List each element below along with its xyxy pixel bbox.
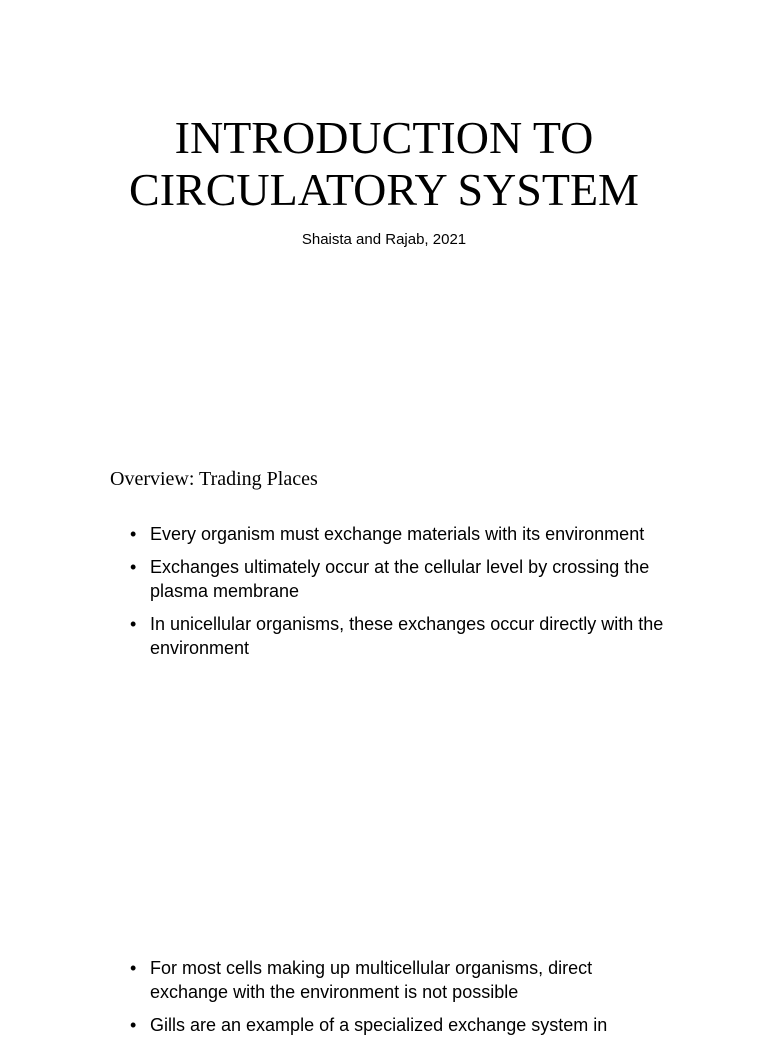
overview-slide bbox=[0, 420, 768, 940]
list-item-text: Every organism must exchange materials with its environment bbox=[150, 524, 645, 544]
bullet-icon: • bbox=[130, 1015, 137, 1035]
list-item bbox=[130, 1013, 670, 1037]
bullet-list bbox=[130, 956, 670, 1046]
list-item bbox=[130, 956, 670, 1004]
list-item-text: In unicellular organisms, these exchanges occur directly with the environment bbox=[150, 614, 664, 658]
bullet-list bbox=[130, 522, 670, 669]
page-title bbox=[0, 112, 768, 216]
title-line-1: INTRODUCTION TO bbox=[174, 112, 594, 163]
section-heading: Overview: Trading Places bbox=[110, 468, 318, 490]
page-subtitle: Shaista and Rajab, 2021 bbox=[301, 231, 467, 248]
list-item-text: Exchanges ultimately occur at the cellular level by crossing the plasma membrane bbox=[150, 557, 650, 601]
bullet-icon: • bbox=[130, 958, 137, 978]
list-item bbox=[130, 555, 670, 603]
list-item bbox=[130, 522, 670, 546]
list-item-text: For most cells making up multicellular organisms, direct exchange with the environment is not possible bbox=[150, 958, 593, 1002]
list-item-text: Gills are an example of a specialized exchange system in bbox=[150, 1015, 608, 1035]
bullet-icon: • bbox=[130, 557, 137, 577]
bullet-icon: • bbox=[130, 614, 137, 634]
title-line-2: CIRCULATORY SYSTEM bbox=[129, 164, 639, 215]
bullet-icon: • bbox=[130, 524, 137, 544]
list-item bbox=[130, 612, 670, 660]
continuation-slide bbox=[0, 940, 768, 1035]
title-slide bbox=[0, 0, 768, 420]
